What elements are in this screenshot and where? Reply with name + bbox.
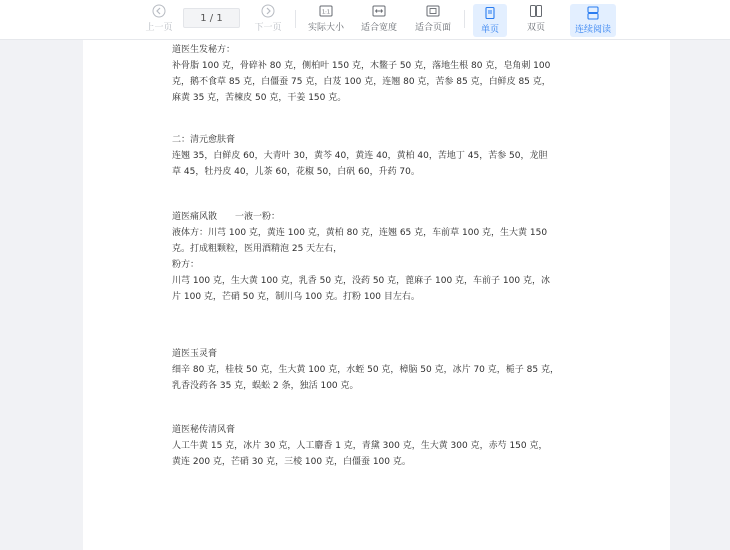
recipe-line: 克。打成粗颗粒，医用酒精泡 25 天左右， bbox=[172, 244, 343, 254]
recipe-section bbox=[172, 422, 592, 470]
recipe-line: 片 100 克，芒硝 50 克，制川乌 100 克。打粉 100 目左右。 bbox=[172, 292, 420, 302]
continuous-reading-icon bbox=[586, 6, 600, 20]
actual-size-label: 实际大小 bbox=[307, 23, 344, 33]
fit-width-button[interactable] bbox=[358, 4, 400, 36]
double-page-icon bbox=[529, 4, 543, 18]
continuous-reading-button[interactable] bbox=[570, 4, 616, 37]
recipe-line: 连翘 35，白鲜皮 60，大青叶 30，黄芩 40，黄连 40，黄柏 40，苦地丁 45，苦参 50，龙胆 bbox=[172, 151, 548, 161]
recipe-line: 麻黄 35 克，苦楝皮 50 克，干姜 150 克。 bbox=[172, 93, 347, 103]
toolbar-divider bbox=[295, 10, 296, 28]
document-page bbox=[83, 40, 670, 550]
recipe-title: 道医秘传清风膏 bbox=[172, 425, 236, 435]
double-page-button[interactable] bbox=[518, 4, 554, 36]
single-page-button[interactable] bbox=[473, 4, 507, 37]
recipe-section bbox=[172, 346, 592, 394]
fit-page-button[interactable] bbox=[412, 4, 454, 36]
recipe-title: 道医生发秘方： bbox=[172, 45, 236, 55]
single-page-icon bbox=[483, 6, 497, 20]
recipe-line: 川芎 100 克，生大黄 100 克，乳香 50 克，没药 50 克，蓖麻子 100 克，车前子 100 克，冰 bbox=[172, 276, 550, 286]
recipe-line: 黄连 200 克，芒硝 30 克，三棱 100 克，白僵蚕 100 克。 bbox=[172, 457, 411, 467]
svg-text:1:1: 1:1 bbox=[321, 9, 331, 16]
prev-page-button[interactable] bbox=[142, 4, 176, 36]
recipe-line: 液体方：川芎 100 克，黄连 100 克，黄柏 80 克，连翘 65 克，车前草 100 克，生大黄 150 bbox=[172, 228, 548, 238]
fit-width-label: 适合宽度 bbox=[360, 23, 397, 33]
prev-page-label: 上一页 bbox=[145, 23, 173, 33]
toolbar-divider bbox=[464, 10, 465, 28]
fit-page-icon bbox=[426, 4, 440, 18]
recipe-section bbox=[172, 42, 592, 106]
recipe-line: 粉方： bbox=[172, 260, 200, 270]
recipe-line: 人工牛黄 15 克，冰片 30 克，人工麝香 1 克，青黛 300 克，生大黄 300 克，赤芍 150 克， bbox=[172, 441, 548, 451]
single-page-label: 单页 bbox=[480, 25, 499, 35]
chevron-right-icon bbox=[261, 4, 275, 18]
recipe-section bbox=[172, 209, 592, 305]
recipe-title: 二：清元愈肤膏 bbox=[172, 135, 236, 145]
actual-size-icon bbox=[319, 4, 333, 18]
next-page-label: 下一页 bbox=[254, 23, 282, 33]
double-page-label: 双页 bbox=[526, 23, 545, 33]
chevron-left-icon bbox=[152, 4, 166, 18]
recipe-line: 细辛 80 克，桂枝 50 克，生大黄 100 克，水蛭 50 克，樟脑 50 克，冰片 70 克，栀子 85 克， bbox=[172, 365, 559, 375]
continuous-reading-label: 连续阅读 bbox=[574, 25, 611, 35]
recipe-line: 草 45，牡丹皮 40，儿茶 60，花椒 50，白矾 60，升药 70。 bbox=[172, 167, 420, 177]
recipe-line: 乳香没药各 35 克，蜈蚣 2 条，独活 100 克。 bbox=[172, 381, 359, 391]
recipe-section bbox=[172, 132, 592, 180]
fit-page-label: 适合页面 bbox=[414, 23, 451, 33]
page-indicator[interactable] bbox=[183, 8, 240, 28]
reader-toolbar bbox=[0, 0, 730, 40]
recipe-title: 道医痛风散 一液一粉： bbox=[172, 212, 281, 222]
recipe-line: 克，鹅不食草 85 克，白僵蚕 75 克，白芨 100 克，连翘 80 克，苦参 85 克，白鲜皮 85 克， bbox=[172, 77, 551, 87]
fit-width-icon bbox=[372, 4, 386, 18]
recipe-title: 道医玉灵膏 bbox=[172, 349, 218, 359]
actual-size-button[interactable] bbox=[306, 4, 346, 36]
next-page-button[interactable] bbox=[251, 4, 285, 36]
recipe-line: 补骨脂 100 克，骨碎补 80 克，侧柏叶 150 克，木鳖子 50 克，落地生根 80 克，皂角刺 100 bbox=[172, 61, 551, 71]
page-indicator-text: 1 / 1 bbox=[200, 12, 223, 24]
